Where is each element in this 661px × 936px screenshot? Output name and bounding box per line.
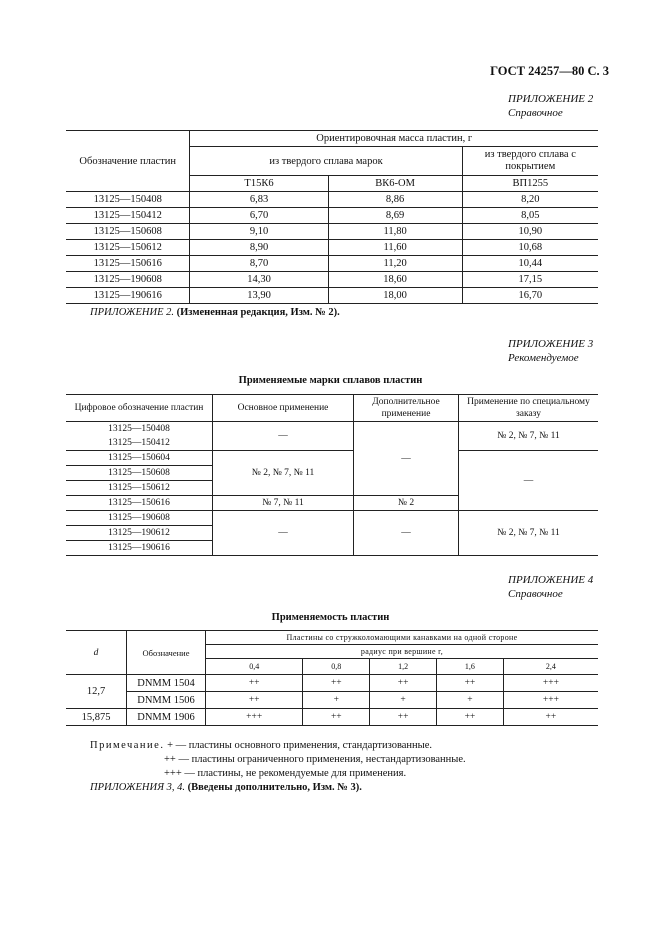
h-radius: радиус при вершине r,	[206, 645, 599, 659]
mass-row-value: 11,80	[328, 224, 462, 240]
h-designation: Обозначение	[127, 631, 206, 675]
note-line-3: +++ — пластины, не рекомендуемые для применения.	[164, 768, 407, 779]
appendix-3-label: ПРИЛОЖЕНИЕ 3	[508, 338, 594, 350]
code-row: 13125—150608	[66, 466, 213, 481]
appendix-4-caption: Применяемость пластин	[271, 612, 390, 623]
mass-row-value: 16,70	[462, 288, 598, 304]
mass-row-value: 6,83	[190, 192, 328, 208]
mass-row-value: 8,05	[462, 208, 598, 224]
mass-row-code: 13125—190616	[66, 288, 190, 304]
mass-row-value: 10,44	[462, 256, 598, 272]
footer-note-bold: (Введены дополнительно, Изм. № 3).	[187, 782, 362, 793]
mass-row-code: 13125—150412	[66, 208, 190, 224]
mass-row-value: 17,15	[462, 272, 598, 288]
h-main: Основное применение	[213, 395, 354, 422]
appendix-4-note	[90, 739, 466, 781]
g2-main: № 2, № 7, № 11	[213, 451, 354, 496]
grade-vk6om: ВК6-ОМ	[328, 176, 462, 192]
mass-row	[66, 240, 598, 256]
mass-row-value: 18,60	[328, 272, 462, 288]
appendix-2-label: ПРИЛОЖЕНИЕ 2	[508, 93, 594, 105]
code-row: 13125—150616	[66, 496, 213, 511]
cell: ++	[503, 709, 598, 726]
appendix-4-label: ПРИЛОЖЕНИЕ 4	[508, 574, 594, 586]
additional-dash: —	[354, 422, 459, 496]
mass-row	[66, 208, 598, 224]
col-hard: из твердого сплава марок	[190, 147, 462, 176]
row-name: DNMM 1906	[127, 709, 206, 726]
code-row: 13125—150612	[66, 481, 213, 496]
code-row: 13125—190608	[66, 511, 213, 526]
mass-row-value: 13,90	[190, 288, 328, 304]
appendix-3-type: Рекомендуемое	[508, 352, 579, 364]
mass-row-code: 13125—150612	[66, 240, 190, 256]
col-coated: из твердого сплава с покрытием	[462, 147, 598, 176]
cell: +++	[206, 709, 303, 726]
mass-row-value: 11,20	[328, 256, 462, 272]
d-12-7: 12,7	[66, 675, 127, 709]
cell: +	[437, 692, 504, 709]
mass-row-value: 10,68	[462, 240, 598, 256]
radius-0-4: 0,4	[206, 659, 303, 675]
appendix-2-heading	[508, 92, 593, 120]
alloy-grades-table	[66, 394, 598, 556]
code-row: 13125—150408	[66, 422, 213, 437]
col-designation: Обозначение пластин	[66, 131, 190, 192]
mass-row	[66, 192, 598, 208]
applicability-table	[66, 630, 598, 726]
code-row: 13125—150604	[66, 451, 213, 466]
g3-special: № 2, № 7, № 11	[459, 511, 599, 556]
mass-row-value: 8,20	[462, 192, 598, 208]
cell: ++	[437, 675, 504, 692]
g3-main: —	[213, 511, 354, 556]
radius-0-8: 0,8	[303, 659, 370, 675]
mass-row-code: 13125—150408	[66, 192, 190, 208]
mass-row-value: 14,30	[190, 272, 328, 288]
mass-row-value: 8,90	[190, 240, 328, 256]
appendix-2-note	[90, 307, 340, 318]
h-additional: Дополнительное применение	[354, 395, 459, 422]
mass-row-value: 6,70	[190, 208, 328, 224]
row-name: DNMM 1504	[127, 675, 206, 692]
h-plates: Пластины со стружколомающими канавками на одной стороне	[206, 631, 599, 645]
mass-row	[66, 256, 598, 272]
col-mass: Ориентировочная масса пластин, г	[190, 131, 598, 147]
mass-row-value: 9,10	[190, 224, 328, 240]
mass-row	[66, 272, 598, 288]
g1-special: № 2, № 7, № 11	[459, 422, 599, 451]
mass-row	[66, 288, 598, 304]
h-d: d	[66, 631, 127, 675]
cell: +++	[503, 675, 598, 692]
cell: ++	[206, 675, 303, 692]
cell: +++	[503, 692, 598, 709]
mass-row-value: 11,60	[328, 240, 462, 256]
r616-add: № 2	[354, 496, 459, 511]
h-special: Применение по специальному заказу	[467, 397, 590, 419]
cell: ++	[370, 709, 437, 726]
row-name: DNMM 1506	[127, 692, 206, 709]
footer-note-italic: ПРИЛОЖЕНИЯ 3, 4.	[90, 782, 185, 793]
radius-2-4: 2,4	[503, 659, 598, 675]
mass-row-code: 13125—190608	[66, 272, 190, 288]
appendix-3-heading	[508, 337, 593, 365]
cell: ++	[303, 675, 370, 692]
h-codes: Цифровое обозначение пластин	[66, 395, 213, 422]
g3-add: —	[354, 511, 459, 556]
mass-row-value: 8,70	[190, 256, 328, 272]
mass-row	[66, 224, 598, 240]
special-dash: —	[459, 451, 599, 511]
mass-row-value: 8,86	[328, 192, 462, 208]
r616-main: № 7, № 11	[213, 496, 354, 511]
appendix-4-heading	[508, 573, 593, 601]
mass-row-code: 13125—150608	[66, 224, 190, 240]
grade-vp1255: ВП1255	[462, 176, 598, 192]
mass-row-value: 10,90	[462, 224, 598, 240]
page-header: ГОСТ 24257—80 С. 3	[490, 64, 609, 78]
appendix-4-type: Справочное	[508, 588, 563, 600]
g1-main: —	[213, 422, 354, 451]
mass-row-value: 18,00	[328, 288, 462, 304]
appendix-2-type: Справочное	[508, 107, 563, 119]
cell: ++	[437, 709, 504, 726]
note-line-1: + — пластины основного применения, стандартизованные.	[167, 740, 433, 751]
cell: ++	[206, 692, 303, 709]
cell: +	[303, 692, 370, 709]
radius-1-2: 1,2	[370, 659, 437, 675]
cell: +	[370, 692, 437, 709]
footer-note	[90, 782, 362, 793]
code-row: 13125—150412	[66, 436, 213, 451]
mass-row-code: 13125—150616	[66, 256, 190, 272]
cell: ++	[303, 709, 370, 726]
appendix-3-caption: Применяемые марки сплавов пластин	[238, 375, 423, 386]
cell: ++	[370, 675, 437, 692]
appendix-2-note-bold: (Измененная редакция, Изм. № 2).	[176, 307, 340, 318]
code-row: 13125—190616	[66, 541, 213, 556]
mass-table	[66, 130, 598, 304]
d-15-875: 15,875	[66, 709, 127, 726]
note-line-2: ++ — пластины ограниченного применения, нестандартизованные.	[164, 754, 466, 765]
radius-1-6: 1,6	[437, 659, 504, 675]
code-row: 13125—190612	[66, 526, 213, 541]
mass-row-value: 8,69	[328, 208, 462, 224]
grade-t15k6: Т15К6	[190, 176, 328, 192]
note-label: Примечание.	[90, 740, 165, 751]
appendix-2-note-italic: ПРИЛОЖЕНИЕ 2.	[90, 307, 174, 318]
